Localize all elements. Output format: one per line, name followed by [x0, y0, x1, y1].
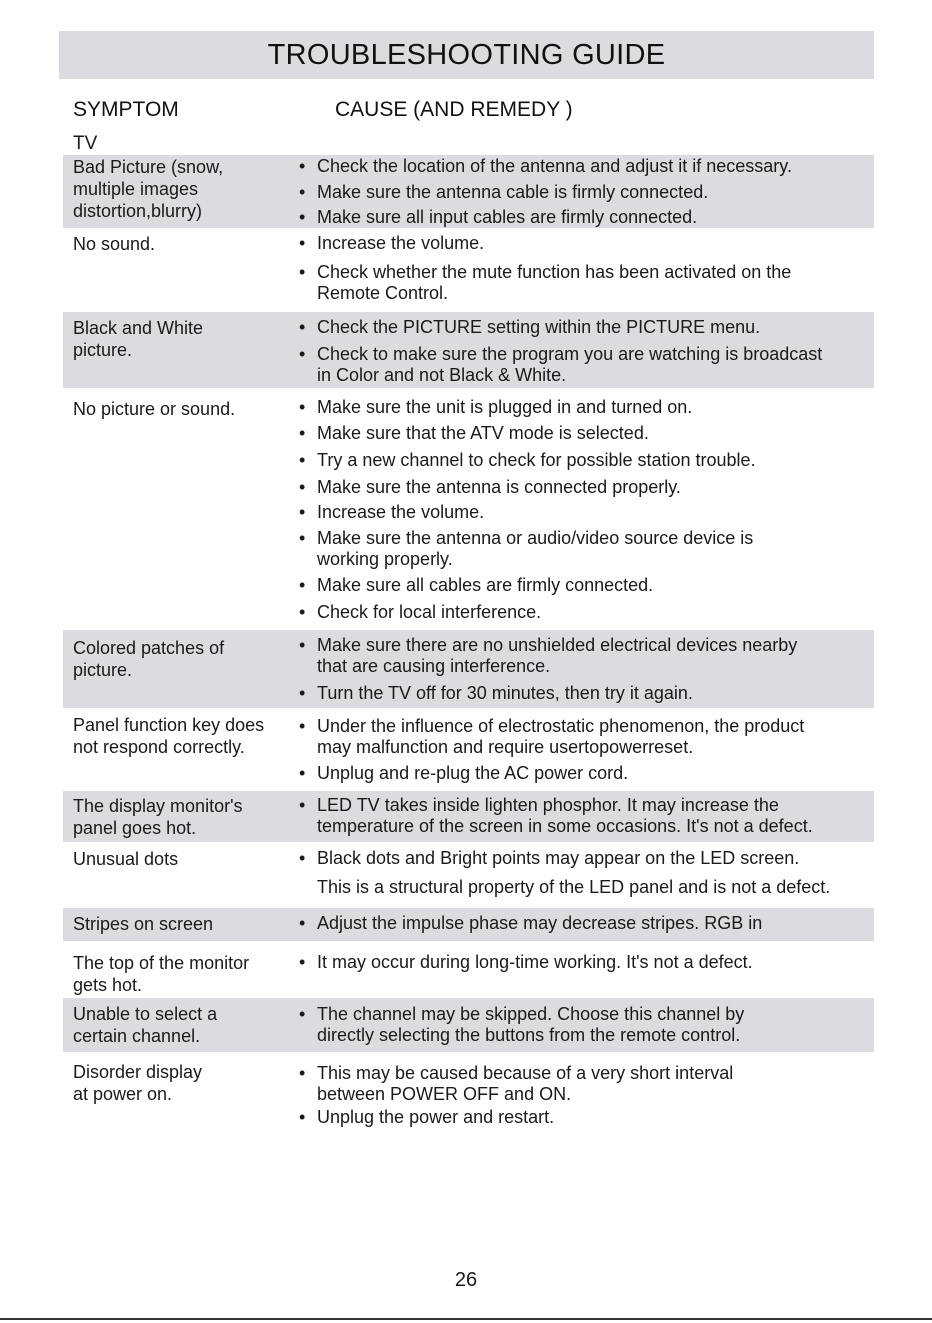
symptom-text: Stripes on screen	[73, 914, 214, 934]
trouble-row	[63, 791, 874, 842]
symptom-text: Panel function key does not respond correctly.	[73, 715, 265, 757]
symptom-text: Black and White picture.	[73, 318, 204, 360]
cause-item: • Make sure all cables are firmly connected.	[299, 575, 653, 596]
cause-item: • Make sure there are no unshielded electrical devices nearby that are causing interference.	[299, 635, 797, 677]
cause-item: • Check to make sure the program you are watching is broadcast in Color and not Black & White.	[299, 344, 822, 386]
cause-item: • It may occur during long-time working. It's not a defect.	[299, 952, 753, 973]
symptom-text: Unable to select a certain channel.	[73, 1004, 218, 1046]
cause-item: • Check for local interference.	[299, 602, 541, 623]
cause-item: • Unplug the power and restart.	[299, 1107, 554, 1128]
bottom-divider	[0, 1318, 932, 1320]
symptom-text: The top of the monitor gets hot.	[73, 953, 250, 995]
cause-item: • Make sure the unit is plugged in and turned on.	[299, 397, 692, 418]
symptom-text: Unusual dots	[73, 849, 179, 869]
trouble-row	[63, 1060, 874, 1135]
cause-item: • Make sure the antenna cable is firmly connected.	[299, 182, 708, 203]
page-number: 26	[454, 1269, 478, 1291]
trouble-row	[63, 396, 874, 626]
cause-item: • Make sure that the ATV mode is selected.	[299, 423, 649, 444]
trouble-row	[63, 630, 874, 708]
trouble-row	[63, 908, 874, 941]
cause-item: • Make sure the antenna is connected properly.	[299, 477, 681, 498]
cause-continuation: This is a structural property of the LED panel and is not a defect.	[317, 877, 831, 897]
symptom-text: The display monitor's panel goes hot.	[73, 796, 243, 838]
symptom-text: Disorder display at power on.	[73, 1062, 203, 1104]
trouble-row	[63, 998, 874, 1052]
cause-item: • Increase the volume.	[299, 502, 484, 523]
cause-item: • Check the location of the antenna and adjust it if necessary.	[299, 156, 792, 177]
symptom-column-header: SYMPTOM	[73, 98, 179, 121]
trouble-row	[63, 232, 874, 304]
trouble-row	[63, 155, 874, 228]
cause-item: • Check whether the mute function has been activated on the Remote Control.	[299, 262, 791, 304]
trouble-row	[63, 951, 874, 996]
title-bar	[59, 31, 874, 79]
symptom-text: Colored patches of picture.	[73, 638, 225, 680]
cause-item: • Under the influence of electrostatic phenomenon, the product may malfunction and require usertopowerreset.	[299, 716, 804, 758]
cause-item: • Adjust the impulse phase may decrease stripes. RGB in	[299, 913, 762, 934]
cause-item: • Make sure the antenna or audio/video source device is working properly.	[299, 528, 753, 570]
trouble-row	[63, 847, 874, 902]
cause-item: • Increase the volume.	[299, 233, 484, 254]
cause-item: • Try a new channel to check for possible station trouble.	[299, 450, 756, 471]
trouble-row	[63, 713, 874, 788]
cause-item: • Black dots and Bright points may appear on the LED screen.	[299, 848, 799, 869]
cause-item: • Unplug and re-plug the AC power cord.	[299, 763, 628, 784]
symptom-text: No picture or sound.	[73, 399, 236, 419]
cause-item: • Check the PICTURE setting within the PICTURE menu.	[299, 317, 760, 338]
cause-item: • Make sure all input cables are firmly connected.	[299, 207, 697, 228]
trouble-row	[63, 312, 874, 388]
section-label-tv: TV	[73, 133, 98, 154]
symptom-text: No sound.	[73, 234, 156, 254]
cause-item: • This may be caused because of a very short interval between POWER OFF and ON.	[299, 1063, 733, 1105]
cause-item: • Turn the TV off for 30 minutes, then try it again.	[299, 683, 693, 704]
cause-item: • The channel may be skipped. Choose this channel by directly selecting the buttons from the remote control.	[299, 1004, 744, 1046]
cause-item: • LED TV takes inside lighten phosphor. It may increase the temperature of the screen in some occasions. It's not a defect.	[299, 795, 813, 837]
page-title: TROUBLESHOOTING GUIDE	[267, 38, 666, 71]
symptom-text: Bad Picture (snow, multiple images distortion,blurry)	[73, 157, 224, 221]
cause-column-header: CAUSE (AND REMEDY )	[335, 98, 573, 121]
